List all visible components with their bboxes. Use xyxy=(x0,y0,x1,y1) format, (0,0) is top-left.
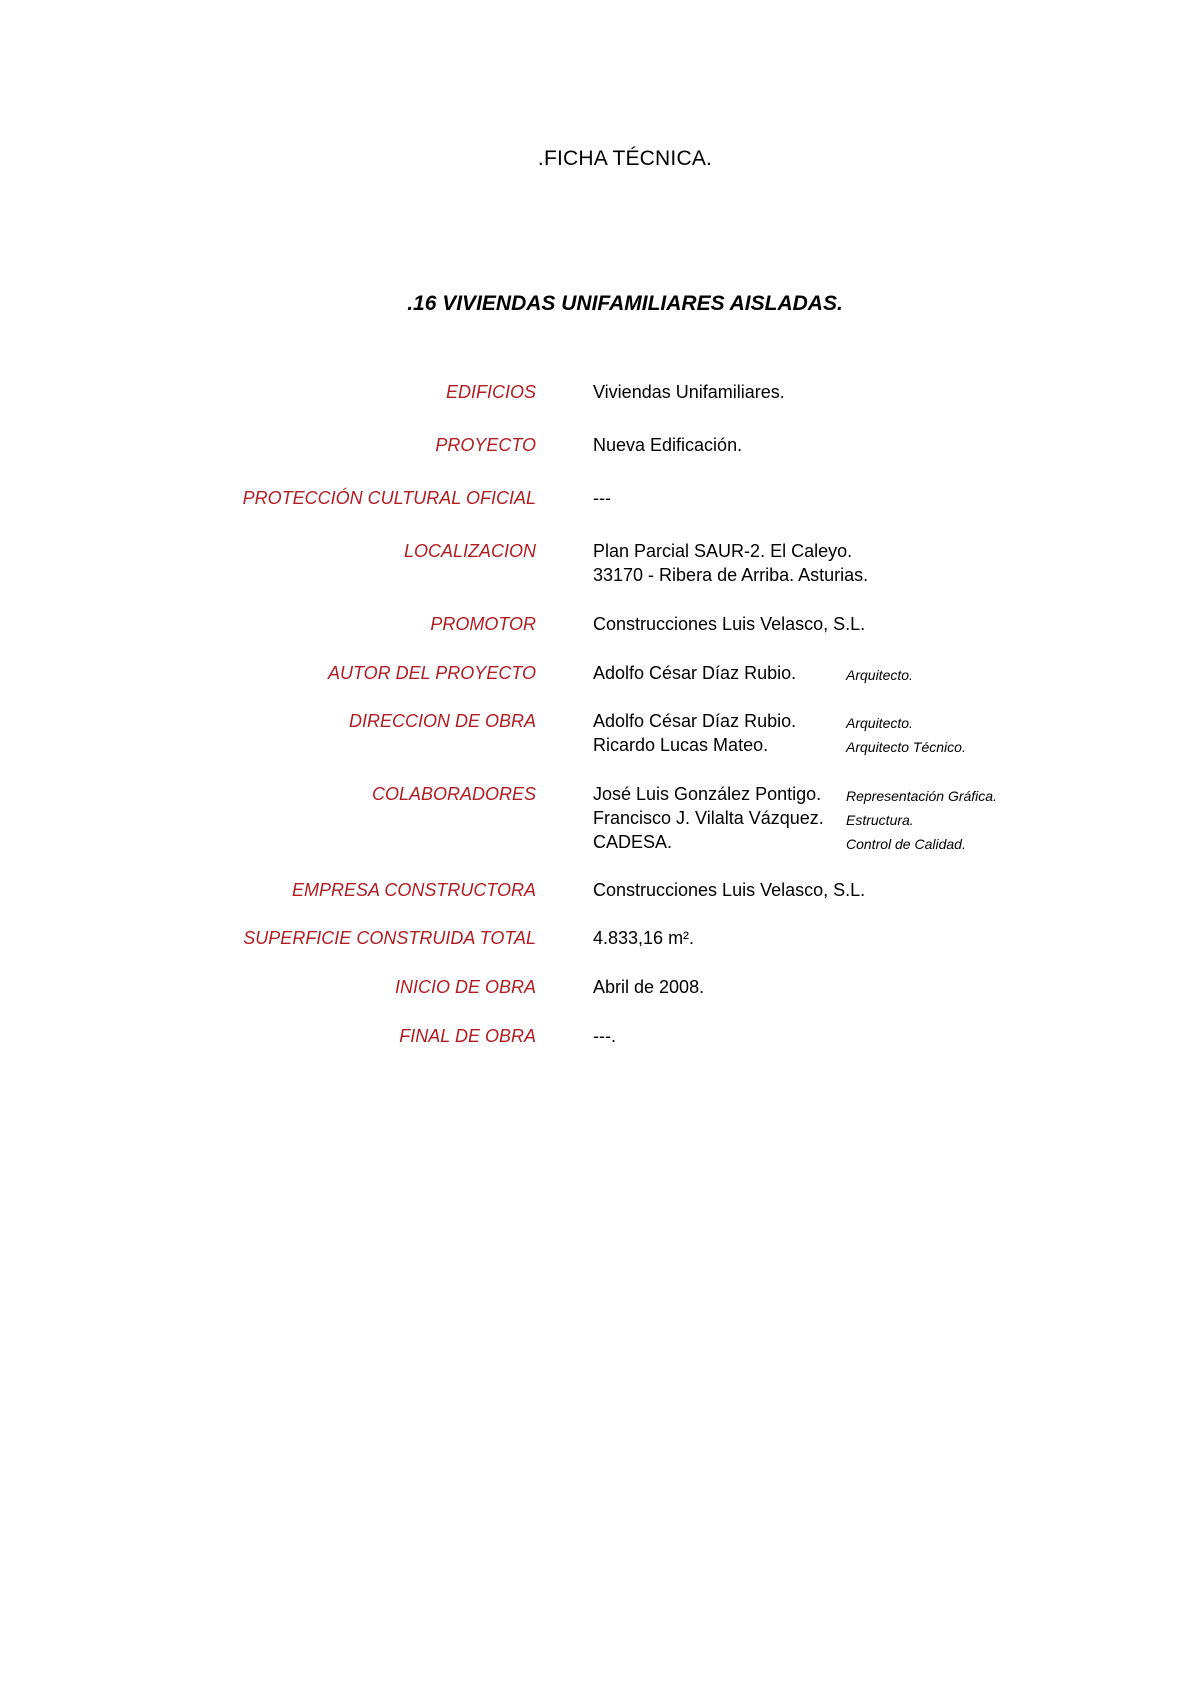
value-line xyxy=(593,709,913,733)
value-text: Construcciones Luis Velasco, S.L. xyxy=(593,614,866,634)
field-label: AUTOR DEL PROYECTO xyxy=(327,663,536,683)
role-text: Representación Gráfica. xyxy=(846,788,997,804)
value-text: Abril de 2008. xyxy=(593,977,705,997)
field-label: LOCALIZACION xyxy=(403,541,536,561)
field-value xyxy=(593,782,997,854)
role-text: Arquitecto. xyxy=(846,667,913,683)
value-text: --- xyxy=(593,488,611,508)
value-text: CADESA. xyxy=(593,832,673,852)
field-label: EDIFICIOS xyxy=(445,382,536,402)
field-label: COLABORADORES xyxy=(371,784,536,804)
value-text: Nueva Edificación. xyxy=(593,435,743,455)
value-line xyxy=(593,782,997,806)
value-line xyxy=(593,806,914,830)
field-label: FINAL DE OBRA xyxy=(399,1026,536,1046)
field-label: INICIO DE OBRA xyxy=(394,977,536,997)
value-text: Adolfo César Díaz Rubio. xyxy=(593,711,797,731)
field-value xyxy=(593,709,966,757)
value-line xyxy=(593,1024,616,1048)
value-text: Adolfo César Díaz Rubio. xyxy=(593,663,797,683)
value-line xyxy=(593,433,742,457)
value-line xyxy=(593,563,868,587)
field-label: SUPERFICIE CONSTRUIDA TOTAL xyxy=(243,928,536,948)
value-line xyxy=(593,380,785,404)
project-title: .16 VIVIENDAS UNIFAMILIARES AISLADAS. xyxy=(407,292,843,315)
field-value xyxy=(593,612,865,636)
field-value xyxy=(593,975,704,999)
field-value xyxy=(593,486,611,510)
field-label: EMPRESA CONSTRUCTORA xyxy=(291,880,536,900)
value-text: ---. xyxy=(593,1026,616,1046)
field-label: PROMOTOR xyxy=(430,614,536,634)
field-label: PROTECCIÓN CULTURAL OFICIAL xyxy=(242,488,536,508)
value-line xyxy=(593,733,966,757)
value-line xyxy=(593,612,865,636)
field-value xyxy=(593,926,694,950)
value-text: Plan Parcial SAUR-2. El Caleyo. xyxy=(593,541,853,561)
value-line xyxy=(593,661,913,685)
field-value xyxy=(593,433,742,457)
page-title: .FICHA TÉCNICA. xyxy=(537,147,713,170)
value-text: Viviendas Unifamiliares. xyxy=(593,382,785,402)
value-text: Ricardo Lucas Mateo. xyxy=(593,735,769,755)
value-line xyxy=(593,975,704,999)
role-text: Arquitecto. xyxy=(846,715,913,731)
field-label: DIRECCION DE OBRA xyxy=(348,711,536,731)
field-value xyxy=(593,878,865,902)
value-line xyxy=(593,830,966,854)
role-text: Control de Calidad. xyxy=(846,836,966,852)
role-text: Arquitecto Técnico. xyxy=(846,739,966,755)
value-line xyxy=(593,486,611,510)
value-line xyxy=(593,878,865,902)
value-text: José Luis González Pontigo. xyxy=(593,784,822,804)
field-value xyxy=(593,1024,616,1048)
field-value xyxy=(593,661,913,685)
value-line xyxy=(593,539,868,563)
field-value xyxy=(593,380,785,404)
value-text: Francisco J. Vilalta Vázquez. xyxy=(593,808,824,828)
role-text: Estructura. xyxy=(846,812,914,828)
field-label: PROYECTO xyxy=(435,435,536,455)
value-text: 33170 - Ribera de Arriba. Asturias. xyxy=(593,565,869,585)
value-line xyxy=(593,926,694,950)
value-text: 4.833,16 m². xyxy=(593,928,695,948)
field-value xyxy=(593,539,868,587)
value-text: Construcciones Luis Velasco, S.L. xyxy=(593,880,866,900)
